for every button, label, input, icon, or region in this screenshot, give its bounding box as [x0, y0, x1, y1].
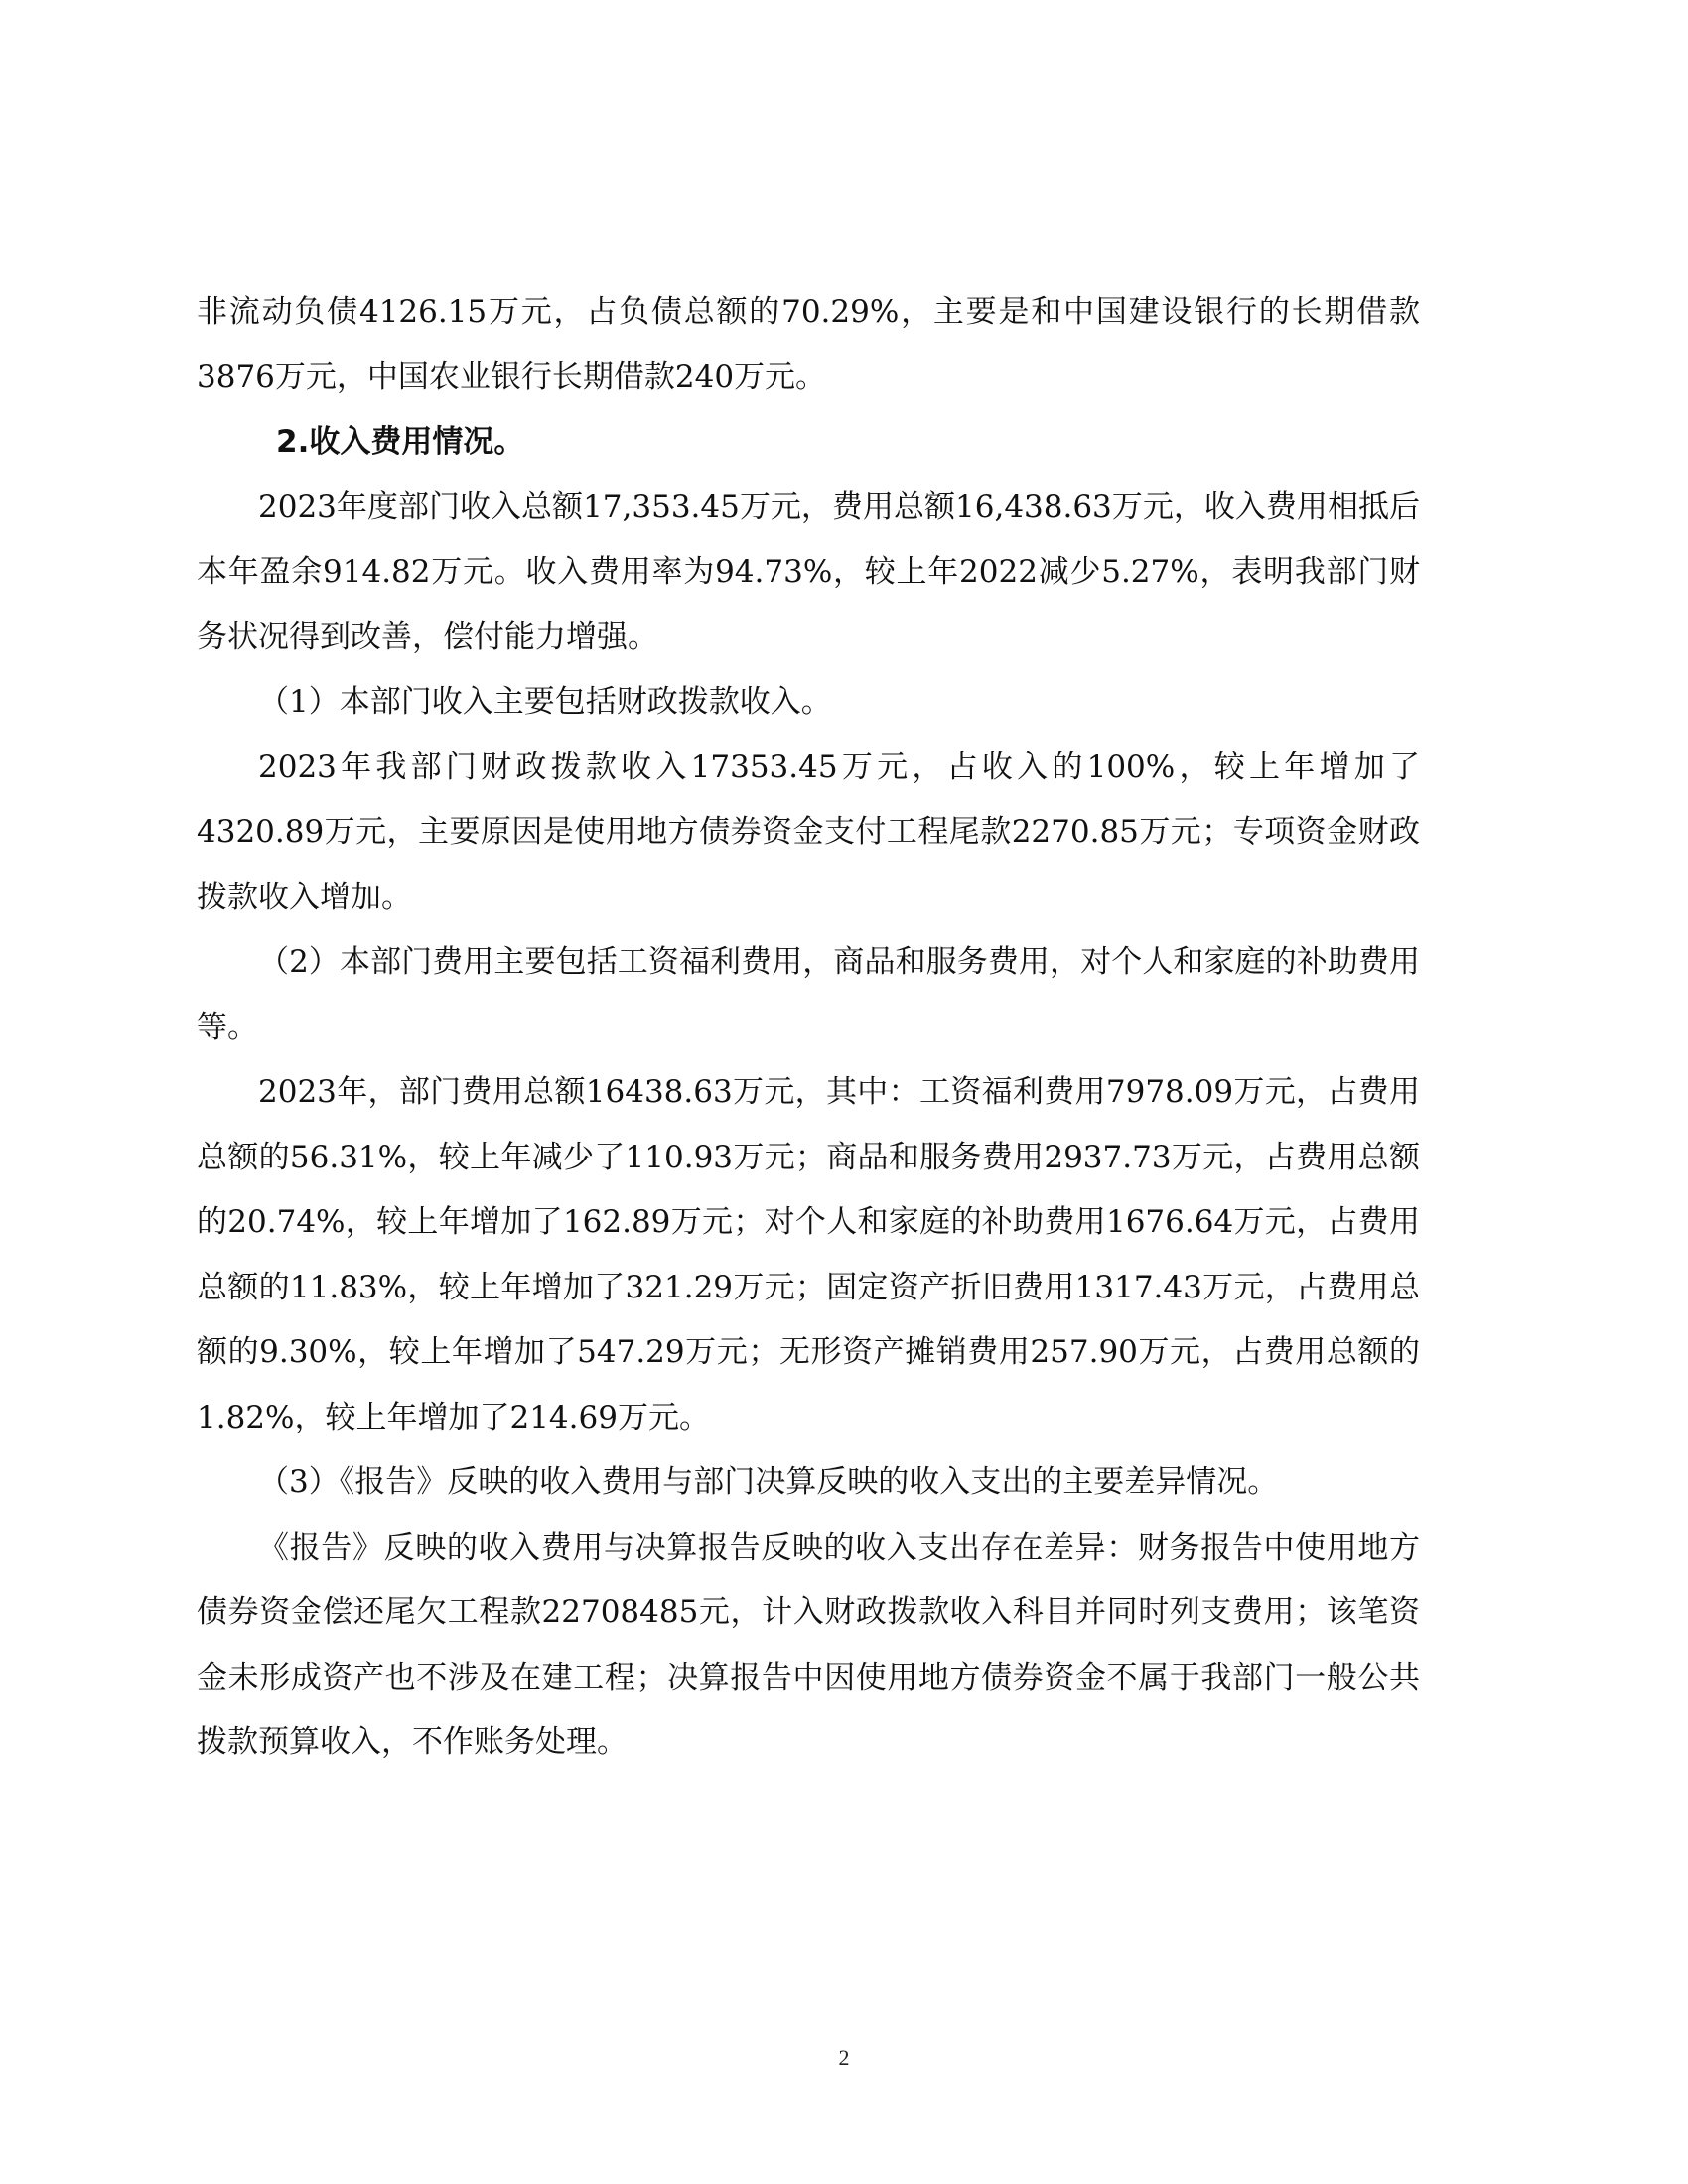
paragraph-expense-breakdown: 2023年，部门费用总额16438.63万元，其中：工资福利费用7978.09万元，占费用总额的56.31%，较上年减少了110.93万元；商品和服务费用2937.73万元，占费用总额的20.74%，较上年增加了162.89万元；对个人和家庭的补助费用1676.64万元，占费用总额的11.83%，较上年增加了321.29万元；固定资产折旧费用1317.43万元，占费用总额的9.30%，较上年增加了547.29万元；无形资产摊销费用257.90万元，占费用总额的1.82%，较上年增加了214.69万元。: [197, 1074, 1420, 1435]
section-heading-income-expense: 2.收入费用情况。: [276, 424, 525, 460]
subheading-expense-composition: （2）本部门费用主要包括工资福利费用，商品和服务费用，对个人和家庭的补助费用等。: [197, 944, 1420, 1045]
paragraph-income-expense-summary: 2023年度部门收入总额17,353.45万元，费用总额16,438.63万元，收入费用相抵后本年盈余914.82万元。收入费用率为94.73%，较上年2022减少5.27%，表明我部门财务状况得到改善，偿付能力增强。: [197, 488, 1420, 655]
subheading-income-composition: （1）本部门收入主要包括财政拨款收入。: [258, 684, 832, 720]
page-number: 2: [838, 2045, 850, 2070]
paragraph-fiscal-appropriation-income: 2023年我部门财政拨款收入17353.45万元，占收入的100%，较上年增加了4320.89万元，主要原因是使用地方债券资金支付工程尾款2270.85万元；专项资金财政拨款收入增加。: [197, 749, 1420, 915]
document-body: [197, 280, 1420, 1776]
paragraph-noncurrent-liabilities: 非流动负债4126.15万元，占负债总额的70.29%，主要是和中国建设银行的长期借款3876万元，中国农业银行长期借款240万元。: [197, 294, 1420, 395]
paragraph-report-differences: 《报告》反映的收入费用与决算报告反映的收入支出存在差异：财务报告中使用地方债券资金偿还尾欠工程款22708485元，计入财政拨款收入科目并同时列支费用；该笔资金未形成资产也不涉及在建工程；决算报告中因使用地方债券资金不属于我部门一般公共拨款预算收入，不作账务处理。: [197, 1529, 1420, 1760]
subheading-report-differences: （3）《报告》反映的收入费用与部门决算反映的收入支出的主要差异情况。: [258, 1464, 1279, 1500]
